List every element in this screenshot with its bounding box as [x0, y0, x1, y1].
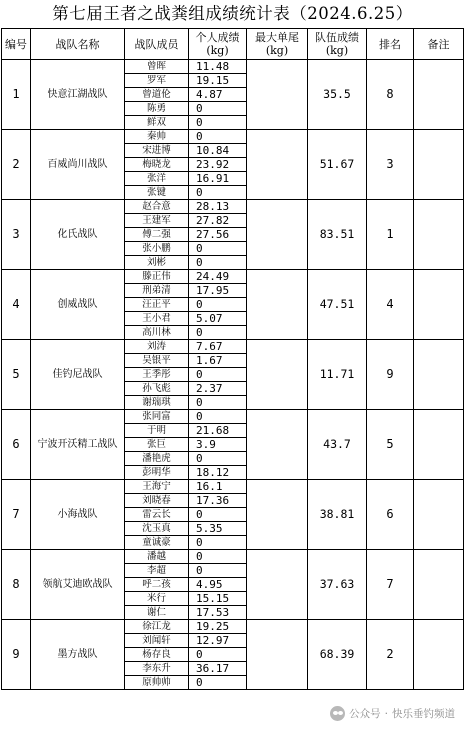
member-name: 徐江龙 — [125, 620, 189, 634]
member-name: 滕正伟 — [125, 270, 189, 284]
member-name: 张同富 — [125, 410, 189, 424]
max-single-cell — [247, 60, 308, 130]
max-single-cell — [247, 550, 308, 620]
team-total: 11.71 — [308, 340, 367, 410]
member-name: 张洋 — [125, 172, 189, 186]
team-name: 百威尚川战队 — [31, 130, 125, 200]
personal-score: 0 — [189, 648, 247, 662]
personal-score: 0 — [189, 410, 247, 424]
team-name: 快意江湖战队 — [31, 60, 125, 130]
member-name: 张巨 — [125, 438, 189, 452]
table-row — [2, 620, 464, 634]
personal-score: 0 — [189, 102, 247, 116]
member-name: 李超 — [125, 564, 189, 578]
max-single-cell — [247, 130, 308, 200]
personal-score: 10.84 — [189, 144, 247, 158]
member-name: 王季彤 — [125, 368, 189, 382]
personal-score: 0 — [189, 368, 247, 382]
team-index: 5 — [2, 340, 31, 410]
personal-score: 17.36 — [189, 494, 247, 508]
team-index: 2 — [2, 130, 31, 200]
member-name: 陈勇 — [125, 102, 189, 116]
team-name: 佳钓尼战队 — [31, 340, 125, 410]
remark-cell — [414, 480, 464, 550]
remark-cell — [414, 340, 464, 410]
member-name: 赵合意 — [125, 200, 189, 214]
member-name: 雷云长 — [125, 508, 189, 522]
team-total: 83.51 — [308, 200, 367, 270]
header-team-score — [308, 29, 367, 60]
member-name: 刘晓春 — [125, 494, 189, 508]
table-row — [2, 200, 464, 214]
personal-score: 11.48 — [189, 60, 247, 74]
team-name: 创威战队 — [31, 270, 125, 340]
personal-score: 1.67 — [189, 354, 247, 368]
member-name: 汪正平 — [125, 298, 189, 312]
member-name: 梅晓龙 — [125, 158, 189, 172]
max-single-cell — [247, 340, 308, 410]
member-name: 童诚豪 — [125, 536, 189, 550]
remark-cell — [414, 60, 464, 130]
personal-score: 5.35 — [189, 522, 247, 536]
member-name: 刑弟清 — [125, 284, 189, 298]
team-name: 化氏战队 — [31, 200, 125, 270]
header-team-score-label: 队伍成绩 — [315, 31, 359, 44]
member-name: 刘闻轩 — [125, 634, 189, 648]
personal-score: 0 — [189, 116, 247, 130]
table-header-row — [2, 29, 464, 60]
max-single-cell — [247, 480, 308, 550]
member-name: 彭明华 — [125, 466, 189, 480]
team-rank: 3 — [367, 130, 414, 200]
personal-score: 0 — [189, 536, 247, 550]
personal-score: 0 — [189, 242, 247, 256]
member-name: 傅二强 — [125, 228, 189, 242]
team-index: 6 — [2, 410, 31, 480]
header-member: 战队成员 — [125, 29, 189, 60]
table-row — [2, 340, 464, 354]
remark-cell — [414, 550, 464, 620]
personal-score: 17.53 — [189, 606, 247, 620]
personal-score: 23.92 — [189, 158, 247, 172]
team-total: 68.39 — [308, 620, 367, 690]
team-name: 领航艾迪欧战队 — [31, 550, 125, 620]
personal-score: 4.95 — [189, 578, 247, 592]
personal-score: 0 — [189, 550, 247, 564]
member-name: 罗军 — [125, 74, 189, 88]
member-name: 潘越 — [125, 550, 189, 564]
personal-score: 0 — [189, 396, 247, 410]
page-title: 第七届王者之战粪组成绩统计表（2024.6.25） — [52, 4, 413, 23]
personal-score: 12.97 — [189, 634, 247, 648]
remark-cell — [414, 270, 464, 340]
table-row — [2, 550, 464, 564]
team-total: 51.67 — [308, 130, 367, 200]
table-row — [2, 60, 464, 74]
team-index: 4 — [2, 270, 31, 340]
remark-cell — [414, 200, 464, 270]
personal-score: 28.13 — [189, 200, 247, 214]
member-name: 王海宁 — [125, 480, 189, 494]
team-total: 43.7 — [308, 410, 367, 480]
max-single-cell — [247, 200, 308, 270]
team-rank: 4 — [367, 270, 414, 340]
personal-score: 27.56 — [189, 228, 247, 242]
team-name: 小海战队 — [31, 480, 125, 550]
member-name: 原帅帅 — [125, 676, 189, 690]
personal-score: 17.95 — [189, 284, 247, 298]
member-name: 刘涛 — [125, 340, 189, 354]
header-personal-score — [189, 29, 247, 60]
header-personal-score-label: 个人成绩 — [195, 31, 240, 44]
table-row — [2, 130, 464, 144]
member-name: 谢瑞琪 — [125, 396, 189, 410]
team-name: 墨方战队 — [31, 620, 125, 690]
header-team-name: 战队名称 — [31, 29, 125, 60]
remark-cell — [414, 130, 464, 200]
member-name: 米行 — [125, 592, 189, 606]
team-index: 9 — [2, 620, 31, 690]
personal-score: 5.07 — [189, 312, 247, 326]
max-single-cell — [247, 270, 308, 340]
personal-score: 0 — [189, 564, 247, 578]
watermark-separator: · — [384, 707, 388, 720]
personal-score: 0 — [189, 186, 247, 200]
team-index: 8 — [2, 550, 31, 620]
member-name: 王小君 — [125, 312, 189, 326]
personal-score: 18.12 — [189, 466, 247, 480]
remark-cell — [414, 410, 464, 480]
table-row — [2, 270, 464, 284]
watermark-label: 公众号 — [349, 708, 381, 720]
header-personal-score-unit: (kg) — [206, 44, 229, 57]
watermark — [330, 706, 455, 721]
personal-score: 27.82 — [189, 214, 247, 228]
personal-score: 0 — [189, 676, 247, 690]
header-max-single-label: 最大单尾 — [255, 31, 299, 44]
max-single-cell — [247, 620, 308, 690]
personal-score: 16.1 — [189, 480, 247, 494]
personal-score: 15.15 — [189, 592, 247, 606]
personal-score: 0 — [189, 130, 247, 144]
member-name: 李东升 — [125, 662, 189, 676]
header-max-single-unit: (kg) — [265, 44, 289, 57]
team-total: 47.51 — [308, 270, 367, 340]
personal-score: 0 — [189, 298, 247, 312]
results-table — [1, 28, 464, 690]
personal-score: 7.67 — [189, 340, 247, 354]
member-name: 孙飞彪 — [125, 382, 189, 396]
member-name: 曾道伦 — [125, 88, 189, 102]
header-index: 编号 — [2, 29, 31, 60]
member-name: 刘彬 — [125, 256, 189, 270]
table-body — [2, 60, 464, 690]
personal-score: 4.87 — [189, 88, 247, 102]
team-rank: 5 — [367, 410, 414, 480]
personal-score: 24.49 — [189, 270, 247, 284]
member-name: 秦帅 — [125, 130, 189, 144]
personal-score: 0 — [189, 256, 247, 270]
personal-score: 19.15 — [189, 74, 247, 88]
team-total: 37.63 — [308, 550, 367, 620]
team-total: 38.81 — [308, 480, 367, 550]
team-index: 3 — [2, 200, 31, 270]
member-name: 于明 — [125, 424, 189, 438]
team-rank: 2 — [367, 620, 414, 690]
team-index: 1 — [2, 60, 31, 130]
member-name: 杨存良 — [125, 648, 189, 662]
member-name: 潘艳虎 — [125, 452, 189, 466]
remark-cell — [414, 620, 464, 690]
watermark-channel: 快乐垂钓频道 — [392, 708, 455, 720]
table-row — [2, 480, 464, 494]
team-rank: 7 — [367, 550, 414, 620]
team-name: 宁波开沃精工战队 — [31, 410, 125, 480]
member-name: 呼二孩 — [125, 578, 189, 592]
personal-score: 0 — [189, 326, 247, 340]
personal-score: 3.9 — [189, 438, 247, 452]
header-rank: 排名 — [367, 29, 414, 60]
header-remark: 备注 — [414, 29, 464, 60]
personal-score: 0 — [189, 508, 247, 522]
header-team-score-unit: (kg) — [325, 44, 349, 57]
member-name: 张键 — [125, 186, 189, 200]
team-total: 35.5 — [308, 60, 367, 130]
member-name: 沈玉真 — [125, 522, 189, 536]
team-rank: 6 — [367, 480, 414, 550]
header-max-single — [247, 29, 308, 60]
wechat-icon — [330, 706, 345, 721]
member-name: 宋进博 — [125, 144, 189, 158]
team-index: 7 — [2, 480, 31, 550]
member-name: 谢仁 — [125, 606, 189, 620]
member-name: 张小鹏 — [125, 242, 189, 256]
personal-score: 21.68 — [189, 424, 247, 438]
personal-score: 16.91 — [189, 172, 247, 186]
team-rank: 1 — [367, 200, 414, 270]
member-name: 王建军 — [125, 214, 189, 228]
member-name: 吴银平 — [125, 354, 189, 368]
member-name: 鲜双 — [125, 116, 189, 130]
personal-score: 0 — [189, 452, 247, 466]
personal-score: 19.25 — [189, 620, 247, 634]
member-name: 高川林 — [125, 326, 189, 340]
team-rank: 8 — [367, 60, 414, 130]
personal-score: 36.17 — [189, 662, 247, 676]
max-single-cell — [247, 410, 308, 480]
member-name: 曾晖 — [125, 60, 189, 74]
table-row — [2, 410, 464, 424]
team-rank: 9 — [367, 340, 414, 410]
personal-score: 2.37 — [189, 382, 247, 396]
